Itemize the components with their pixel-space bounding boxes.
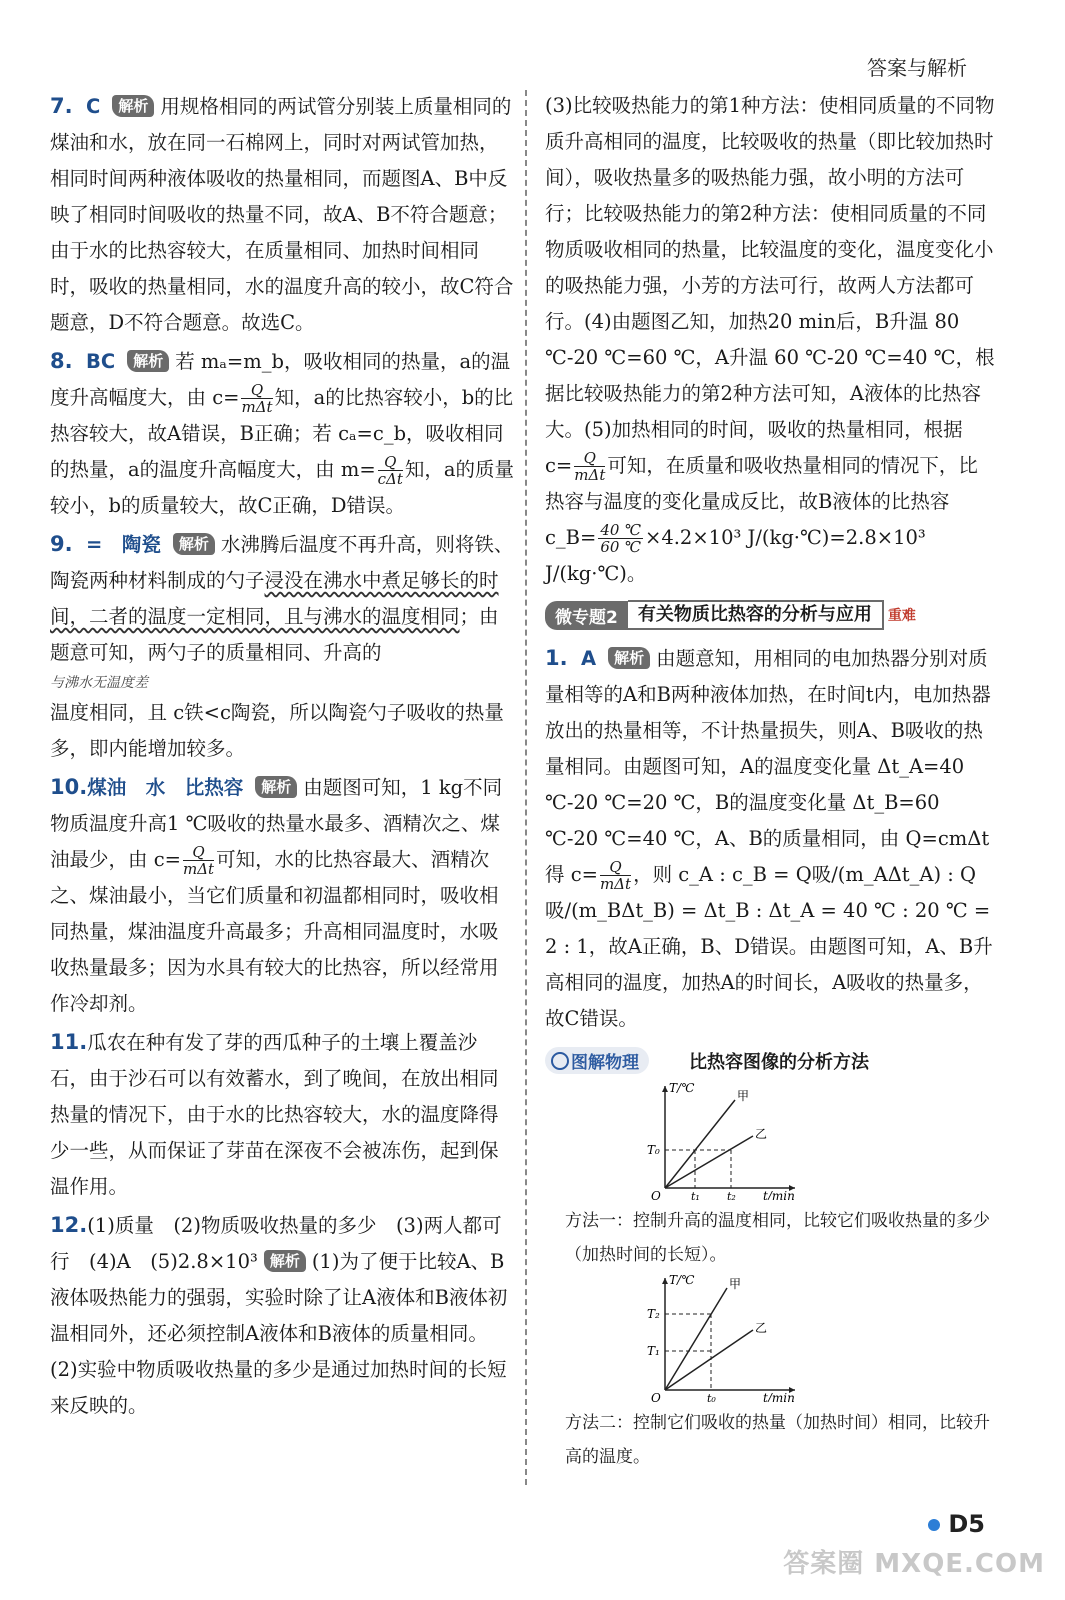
question-number: 12. — [50, 1213, 88, 1237]
left-column — [50, 88, 515, 1426]
temperature-time-graph-2 — [645, 1272, 805, 1402]
x-axis-label: t/min — [763, 1189, 795, 1200]
x-axis-label: t/min — [763, 1391, 795, 1402]
difficulty-badge: 重难 — [887, 608, 916, 624]
analysis-tag: 解析 — [264, 1250, 306, 1272]
graph-method-2 — [645, 1272, 995, 1406]
question-8 — [50, 343, 515, 524]
answer: = 陶瓷 — [86, 533, 161, 556]
special-topic-label: 微专题2 — [545, 601, 628, 630]
graph-section-label: 图解物理 — [545, 1047, 649, 1074]
special-topic-bar — [545, 600, 995, 630]
analysis-tag: 解析 — [173, 533, 215, 555]
analysis-tag: 解析 — [255, 776, 297, 798]
column-divider — [525, 90, 527, 1485]
question-number: 1. — [545, 646, 568, 670]
answer: 煤油 水 比热容 — [87, 776, 244, 799]
analysis-text: 由题图可知，1 kg不同物质温度升高1 ℃吸收的热量水最多、酒精次之、煤油最少，由 c= — [50, 776, 503, 871]
answer-text: 瓜农在种有发了芽的西瓜种子的土壤上覆盖沙石，由于沙石可以有效蓄水，到了晚间，在放出相同热量的情况下，由于水的比热容较大，水的温度降得少一些，从而保证了芽苗在深夜不会被冻伤，起到保温作用。 — [50, 1031, 499, 1198]
question-number: 11. — [50, 1030, 88, 1054]
question-number: 7. — [50, 94, 73, 118]
question-12-continued — [545, 88, 995, 592]
analysis-tag: 解析 — [127, 350, 169, 372]
graph-section-bar — [545, 1047, 995, 1074]
fraction: $\frac{Q}{\text{mΔt}}$ — [574, 449, 606, 484]
watermark: 答案圈 MXQE.COM — [783, 1549, 1045, 1579]
analysis-text: 用规格相同的两试管分别装上质量相同的煤油和水，放在同一石棉网上，同时对两试管加热，相同时间两种液体吸收的热量相同，而题图A、B中反映了相同时间吸收的热量不同，故A、B不符合题意；由于水的比热容较大，在质量相同、加热时间相同时，吸收的热量相同，水的温度升高的较小，故C符合题意，D不符合题意。故选C。 — [50, 95, 514, 334]
question-number: 9. — [50, 532, 73, 556]
analysis-text: 由题意知，用相同的电加热器分别对质量相等的A和B两种液体加热，在时间t内，电加热器放出的热量相等，不计热量损失，则A、B吸收的热量相同。由题图可知，A的温度变化量 Δt_A=40 ℃-20 ℃=20 ℃，B的温度变化量 Δt_B=60 ℃-20 ℃=40 ℃，A、B的质量相同，由 Q=cmΔt 得 c= — [545, 647, 991, 886]
y-axis-label: T/℃ — [669, 1273, 695, 1287]
analysis-text: (1)为了便于比较A、B液体吸热能力的强弱，实验时除了让A液体和B液体初温相同外，还必须控制A液体和B液体的质量相同。(2)实验中物质吸收热量的多少是通过加热时间的长短来反映的。 — [50, 1250, 508, 1417]
T2-label: T₂ — [647, 1307, 660, 1321]
page-number: D5 — [928, 1510, 985, 1538]
header-title: 答案与解析 — [867, 56, 967, 80]
answer: BC — [86, 350, 116, 373]
analysis-text: 若 mₐ=m_b，吸收相同的热量，a的温度升高幅度大，由 c= — [50, 350, 511, 409]
bullet-dot-icon — [928, 1519, 940, 1531]
fraction: $\frac{Q}{\text{mΔt}}$ — [182, 843, 215, 878]
series-jia-label: 甲 — [737, 1089, 750, 1103]
analysis-text: ×4.2×10³ J/(kg·℃)=2.8×10³ J/(kg·℃)。 — [545, 526, 926, 585]
series-yi-label: 乙 — [755, 1127, 768, 1141]
t1-label: t₁ — [691, 1190, 700, 1200]
analysis-text: 温度相同，且 c铁<c陶瓷，所以陶瓷勺子吸收的热量多，即内能增加较多。 — [50, 701, 504, 760]
t2-label: t₂ — [727, 1190, 736, 1200]
analysis-text: ；由题意可知，两勺子的质量相同、升高的 — [50, 605, 499, 664]
graph-method-1 — [645, 1080, 995, 1204]
question-10 — [50, 769, 515, 1022]
fraction: $\frac{Q}{\text{mΔt}}$ — [241, 381, 273, 416]
method-2-text: 方法二：控制它们吸收的热量（加热时间）相同，比较升高的温度。 — [565, 1413, 990, 1467]
answer: C — [86, 95, 101, 118]
fraction: $\frac{Q}{\text{mΔt}}$ — [599, 858, 632, 893]
question-7 — [50, 88, 515, 341]
fraction: $\frac{40 ℃}{60 ℃}$ — [600, 521, 641, 556]
question-12 — [50, 1207, 515, 1424]
wavy-underlined-text: 浸没在沸水中煮足够长的时间，二者的温度一定相同，且与沸水的温度相同 — [50, 569, 499, 628]
special-question-1 — [545, 640, 995, 1037]
origin-label: O — [651, 1189, 661, 1200]
analysis-text: 水沸腾后温度不再升高，则将铁、陶瓷两种材料制成的勺子 — [50, 533, 514, 592]
temperature-time-graph-1 — [645, 1080, 805, 1200]
question-number: 10. — [50, 775, 88, 799]
special-topic-title: 有关物质比热容的分析与应用 — [628, 600, 884, 630]
t0-label: T₀ — [647, 1143, 660, 1157]
graph-section-title: 比热容图像的分析方法 — [689, 1051, 869, 1073]
t0-label: t₀ — [707, 1392, 716, 1402]
answer: (1)质量 (2)物质吸收热量的多少 (3)两人都可行 (4)A (5)2.8×10³ — [50, 1214, 502, 1273]
T1-label: T₁ — [647, 1344, 660, 1358]
method-1-text: 方法一：控制升高的温度相同，比较它们吸收热量的多少（加热时间的长短）。 — [565, 1211, 990, 1265]
analysis-text: ，则 c_A : c_B = Q吸/(m_AΔt_A) : Q吸/(m_BΔt_B) = Δt_B : Δt_A = 40 ℃ : 20 ℃ = 2 : 1，故A正确，B、D错误。由题图可知，A、B升高相同的温度，加热A的时间长，A吸收的热量多，故C错误。 — [545, 863, 993, 1030]
analysis-tag: 解析 — [112, 95, 154, 117]
analysis-text: (3)比较吸热能力的第1种方法：使相同质量的不同物质升高相同的温度，比较吸收的热量（即比较加热时间），吸收热量多的吸热能力强，故小明的方法可行；比较吸热能力的第2种方法：使相同质量的不同物质吸收相同的热量，比较温度的变化，温度变化小的吸热能力强，小芳的方法可行，故两人方法都可行。(4)由题图乙知，加热20 min后，B升温 80 ℃-20 ℃=60 ℃，A升温 60 ℃-20 ℃=40 ℃，根据比较吸热能力的第2种方法可知，A液体的比热容大。(5)加热相同的时间，吸收的热量相同，根据 c= — [545, 94, 995, 477]
analysis-text: 可知，在质量和吸收热量相同的情况下，比热容与温度的变化量成反比，故B液体的比热容 c_B= — [545, 454, 978, 549]
question-9 — [50, 526, 515, 767]
question-number: 8. — [50, 349, 73, 373]
handwritten-note: 与沸水无温度差 — [50, 675, 148, 691]
right-column — [545, 88, 995, 1474]
analysis-tag: 解析 — [608, 647, 650, 669]
origin-label: O — [651, 1391, 661, 1402]
answer: A — [581, 647, 597, 670]
analysis-text: 知，a的比热容较小，b的比热容较大，故A错误，B正确；若 cₐ=c_b，吸收相同的热量，a的温度升高幅度大，由 m= — [50, 386, 514, 481]
series-jia-label: 甲 — [729, 1277, 742, 1291]
series-yi-label: 乙 — [755, 1321, 768, 1335]
question-11 — [50, 1024, 515, 1205]
analysis-text: 知，a的质量较小，b的质量较大，故C正确，D错误。 — [50, 458, 515, 517]
fraction: $\frac{Q}{\text{cΔt}}$ — [377, 453, 403, 488]
y-axis-label: T/℃ — [669, 1081, 695, 1095]
analysis-text: 可知，水的比热容最大、酒精次之、煤油最小，当它们质量和初温都相同时，吸收相同热量，煤油温度升高最多；升高相同温度时，水吸收热量最多；因为水具有较大的比热容，所以经常用作冷却剂。 — [50, 848, 499, 1015]
